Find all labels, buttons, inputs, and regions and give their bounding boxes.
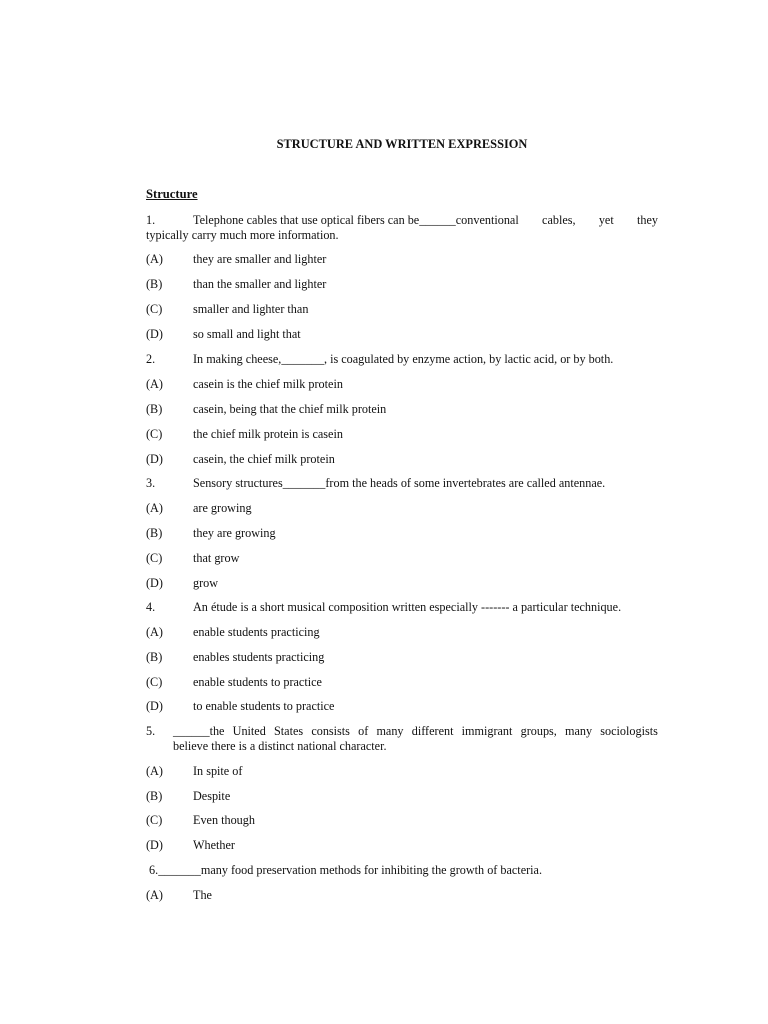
stem-word: different <box>411 724 454 738</box>
option-text: that grow <box>193 551 240 565</box>
option-label: (A) <box>146 252 163 266</box>
option-text: casein, being that the chief milk protein <box>193 402 387 416</box>
option-label: (C) <box>146 427 163 441</box>
option-text: the chief milk protein is casein <box>193 427 343 441</box>
stem-word: of <box>358 724 369 738</box>
stem-word: yet <box>598 213 614 227</box>
option-label: (B) <box>146 277 163 291</box>
question-text: Sensory structures_______from the heads of some invertebrates are called antennae. <box>193 476 606 490</box>
option-text: The <box>193 888 212 902</box>
option-text: Even though <box>193 813 255 827</box>
option-text: Whether <box>193 838 235 852</box>
stem-word: cables, <box>542 213 576 227</box>
option-label: (A) <box>146 377 163 391</box>
option-label: (D) <box>146 699 163 713</box>
question-number: 3. <box>146 476 156 490</box>
option-text: are growing <box>193 501 252 515</box>
option-label: (A) <box>146 764 163 778</box>
option-label: (C) <box>146 551 163 565</box>
stem-line: typically carry much more information. <box>146 228 339 242</box>
option-label: (C) <box>146 675 163 689</box>
question-text: _______many food preservation methods for inhibiting the growth of bacteria. <box>158 863 543 877</box>
question-text: In making cheese,_______, is coagulated by enzyme action, by lactic acid, or by both. <box>193 352 614 366</box>
page-title: STRUCTURE AND WRITTEN EXPRESSION <box>276 137 528 151</box>
option-label: (D) <box>146 576 163 590</box>
question-6-stem <box>146 863 658 878</box>
option-text: In spite of <box>193 764 243 778</box>
stem-word: many <box>376 724 404 738</box>
stem-line: believe there is a distinct national character. <box>173 739 387 753</box>
option-label: (B) <box>146 526 163 540</box>
option-label: (B) <box>146 650 163 664</box>
stem-word: sociologists <box>600 724 658 738</box>
question-5-stem <box>146 724 658 754</box>
stem-word: United <box>232 724 266 738</box>
option-label: (A) <box>146 501 163 515</box>
option-label: (D) <box>146 452 163 466</box>
stem-word: ______the <box>173 724 225 738</box>
option-text: so small and light that <box>193 327 301 341</box>
question-number: 1. <box>146 213 156 227</box>
question-text: An étude is a short musical composition written especially ------- a particular technique. <box>193 600 622 614</box>
option-label: (A) <box>146 888 163 902</box>
option-text: they are smaller and lighter <box>193 252 327 266</box>
question-number: 5. <box>146 724 156 738</box>
option-text: grow <box>193 576 219 590</box>
question-number: 4. <box>146 600 156 614</box>
option-label: (D) <box>146 327 163 341</box>
stem-word: they <box>637 213 658 227</box>
stem-word: States <box>274 724 304 738</box>
option-text: smaller and lighter than <box>193 302 309 316</box>
option-text: casein, the chief milk protein <box>193 452 335 466</box>
option-label: (C) <box>146 813 163 827</box>
option-text: enable students practicing <box>193 625 320 639</box>
stem-word: many <box>565 724 593 738</box>
stem-word: Telephone cables that use optical fibers can be______conventional <box>193 213 519 227</box>
option-text: to enable students to practice <box>193 699 335 713</box>
option-label: (D) <box>146 838 163 852</box>
option-label: (B) <box>146 402 163 416</box>
stem-word: groups, <box>520 724 557 738</box>
option-label: (A) <box>146 625 163 639</box>
option-text: they are growing <box>193 526 276 540</box>
stem-word: immigrant <box>461 724 513 738</box>
option-text: casein is the chief milk protein <box>193 377 343 391</box>
option-label: (C) <box>146 302 163 316</box>
section-heading: Structure <box>146 187 198 201</box>
option-text: Despite <box>193 789 231 803</box>
question-number: 6. <box>146 863 159 877</box>
question-1-stem <box>146 213 658 243</box>
option-text: enable students to practice <box>193 675 322 689</box>
question-number: 2. <box>146 352 156 366</box>
option-text: than the smaller and lighter <box>193 277 327 291</box>
option-label: (B) <box>146 789 163 803</box>
stem-word: consists <box>311 724 350 738</box>
option-text: enables students practicing <box>193 650 325 664</box>
